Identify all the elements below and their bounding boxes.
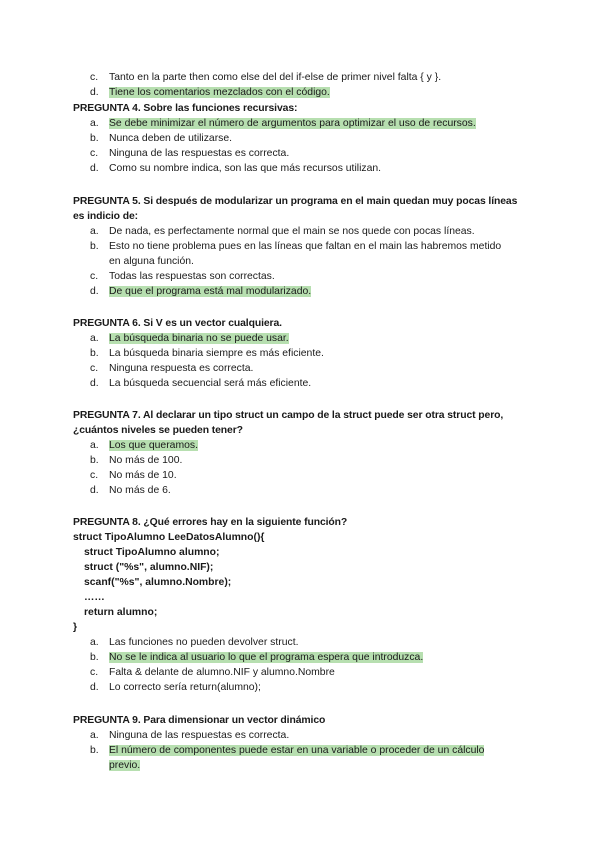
answer-option-highlighted[interactable] xyxy=(73,116,543,131)
answer-option[interactable] xyxy=(73,483,543,498)
option-letter: c. xyxy=(90,271,99,282)
option-letter: a. xyxy=(90,226,99,237)
answer-option[interactable] xyxy=(73,146,543,161)
option-text: Nunca deben de utilizarse. xyxy=(109,133,233,144)
option-text: Como su nombre indica, son las que más recursos utilizan. xyxy=(109,163,382,174)
answer-option[interactable] xyxy=(73,161,543,176)
question-title: PREGUNTA 9. Para dimensionar un vector dinámico xyxy=(73,715,326,726)
question-title: PREGUNTA 8. ¿Qué errores hay en la siguiente función? xyxy=(73,517,348,528)
question-title-line: es indicio de: xyxy=(73,211,138,222)
option-text: Lo correcto sería return(alumno); xyxy=(109,682,261,693)
option-text: La búsqueda secuencial será más eficiente. xyxy=(109,378,312,389)
option-text: Las funciones no pueden devolver struct. xyxy=(109,637,299,648)
option-letter: a. xyxy=(90,637,99,648)
answer-option-highlighted[interactable] xyxy=(73,650,543,665)
option-letter: a. xyxy=(90,333,99,344)
answer-option[interactable] xyxy=(73,453,543,468)
answer-option[interactable] xyxy=(73,239,543,269)
code-line: struct TipoAlumno alumno; xyxy=(84,547,220,558)
option-text: Tanto en la parte then como else del del if-else de primer nivel falta { y }. xyxy=(109,72,442,83)
answer-options xyxy=(73,116,543,176)
option-letter: c. xyxy=(90,148,99,159)
question-title-line: PREGUNTA 7. Al declarar un tipo struct un campo de la struct puede ser otra struct pero, xyxy=(73,410,504,421)
answer-option[interactable] xyxy=(73,680,543,695)
option-text: Los que queramos. xyxy=(109,440,198,451)
code-line: return alumno; xyxy=(84,607,158,618)
answer-option[interactable] xyxy=(73,376,543,391)
question-5 xyxy=(73,194,543,299)
option-text-continued: previo. xyxy=(109,760,141,771)
code-line: struct ("%s", alumno.NIF); xyxy=(84,562,214,573)
code-snippet xyxy=(73,530,543,635)
option-text-continued: en alguna función. xyxy=(109,256,194,267)
option-letter: a. xyxy=(90,440,99,451)
option-text: Ninguna respuesta es correcta. xyxy=(109,363,254,374)
question-9 xyxy=(73,713,543,773)
question-title xyxy=(73,194,543,224)
question-3-tail xyxy=(73,70,543,100)
answer-option[interactable] xyxy=(73,224,543,239)
option-text: De que el programa está mal modularizado. xyxy=(109,286,312,297)
option-text: Ninguna de las respuestas es correcta. xyxy=(109,730,290,741)
option-letter: a. xyxy=(90,730,99,741)
answer-options xyxy=(73,70,543,100)
question-6 xyxy=(73,316,543,391)
answer-options xyxy=(73,224,543,299)
question-title-line: ¿cuántos niveles se pueden tener? xyxy=(73,425,243,436)
option-text: Tiene los comentarios mezclados con el código. xyxy=(109,87,330,98)
option-text: Falta & delante de alumno.NIF y alumno.Nombre xyxy=(109,667,335,678)
option-text: Ninguna de las respuestas es correcta. xyxy=(109,148,290,159)
option-text: No más de 6. xyxy=(109,485,171,496)
option-text: No se le indica al usuario lo que el programa espera que introduzca. xyxy=(109,652,424,663)
option-text: Se debe minimizar el número de argumentos para optimizar el uso de recursos. xyxy=(109,118,476,129)
option-letter: c. xyxy=(90,363,99,374)
option-letter: b. xyxy=(90,241,99,252)
answer-option[interactable] xyxy=(73,468,543,483)
answer-option[interactable] xyxy=(73,665,543,680)
option-text: La búsqueda binaria no se puede usar. xyxy=(109,333,289,344)
question-4 xyxy=(73,101,543,176)
option-letter: d. xyxy=(90,163,99,174)
option-text: Esto no tiene problema pues en las líneas que faltan en el main las habremos metido xyxy=(109,241,502,252)
answer-option-highlighted[interactable] xyxy=(73,284,543,299)
option-letter: b. xyxy=(90,652,99,663)
answer-option-highlighted[interactable] xyxy=(73,85,543,100)
answer-option[interactable] xyxy=(73,70,543,85)
option-text: Todas las respuestas son correctas. xyxy=(109,271,275,282)
answer-options xyxy=(73,728,543,773)
code-line: } xyxy=(73,622,78,633)
option-letter: b. xyxy=(90,133,99,144)
option-letter: b. xyxy=(90,745,99,756)
answer-option[interactable] xyxy=(73,346,543,361)
answer-option[interactable] xyxy=(73,728,543,743)
code-line: scanf("%s", alumno.Nombre); xyxy=(84,577,232,588)
option-text: De nada, es perfectamente normal que el main se nos quede con pocas líneas. xyxy=(109,226,475,237)
option-letter: b. xyxy=(90,455,99,466)
option-letter: a. xyxy=(90,118,99,129)
question-title: PREGUNTA 4. Sobre las funciones recursivas: xyxy=(73,103,298,114)
answer-options xyxy=(73,331,543,391)
option-letter: b. xyxy=(90,348,99,359)
option-letter: d. xyxy=(90,286,99,297)
option-letter: d. xyxy=(90,87,99,98)
option-letter: c. xyxy=(90,470,99,481)
question-8 xyxy=(73,515,543,695)
answer-options xyxy=(73,438,543,498)
option-text: No más de 10. xyxy=(109,470,177,481)
code-line: …… xyxy=(84,592,105,603)
option-letter: c. xyxy=(90,667,99,678)
question-title xyxy=(73,408,543,438)
option-letter: c. xyxy=(90,72,99,83)
code-line: struct TipoAlumno LeeDatosAlumno(){ xyxy=(73,532,265,543)
option-letter: d. xyxy=(90,682,99,693)
answer-option[interactable] xyxy=(73,269,543,284)
answer-option-highlighted[interactable] xyxy=(73,331,543,346)
answer-option-highlighted[interactable] xyxy=(73,438,543,453)
option-text: El número de componentes puede estar en una variable o proceder de un cálculo xyxy=(109,745,485,756)
answer-option-highlighted[interactable] xyxy=(73,743,543,773)
question-title: PREGUNTA 6. Si V es un vector cualquiera. xyxy=(73,318,282,329)
answer-option[interactable] xyxy=(73,635,543,650)
answer-options xyxy=(73,635,543,695)
question-7 xyxy=(73,408,543,498)
option-text: No más de 100. xyxy=(109,455,183,466)
answer-option[interactable] xyxy=(73,361,543,376)
question-title-line: PREGUNTA 5. Si después de modularizar un programa en el main quedan muy pocas líneas xyxy=(73,196,518,207)
answer-option[interactable] xyxy=(73,131,543,146)
option-letter: d. xyxy=(90,485,99,496)
option-text: La búsqueda binaria siempre es más eficiente. xyxy=(109,348,324,359)
option-letter: d. xyxy=(90,378,99,389)
